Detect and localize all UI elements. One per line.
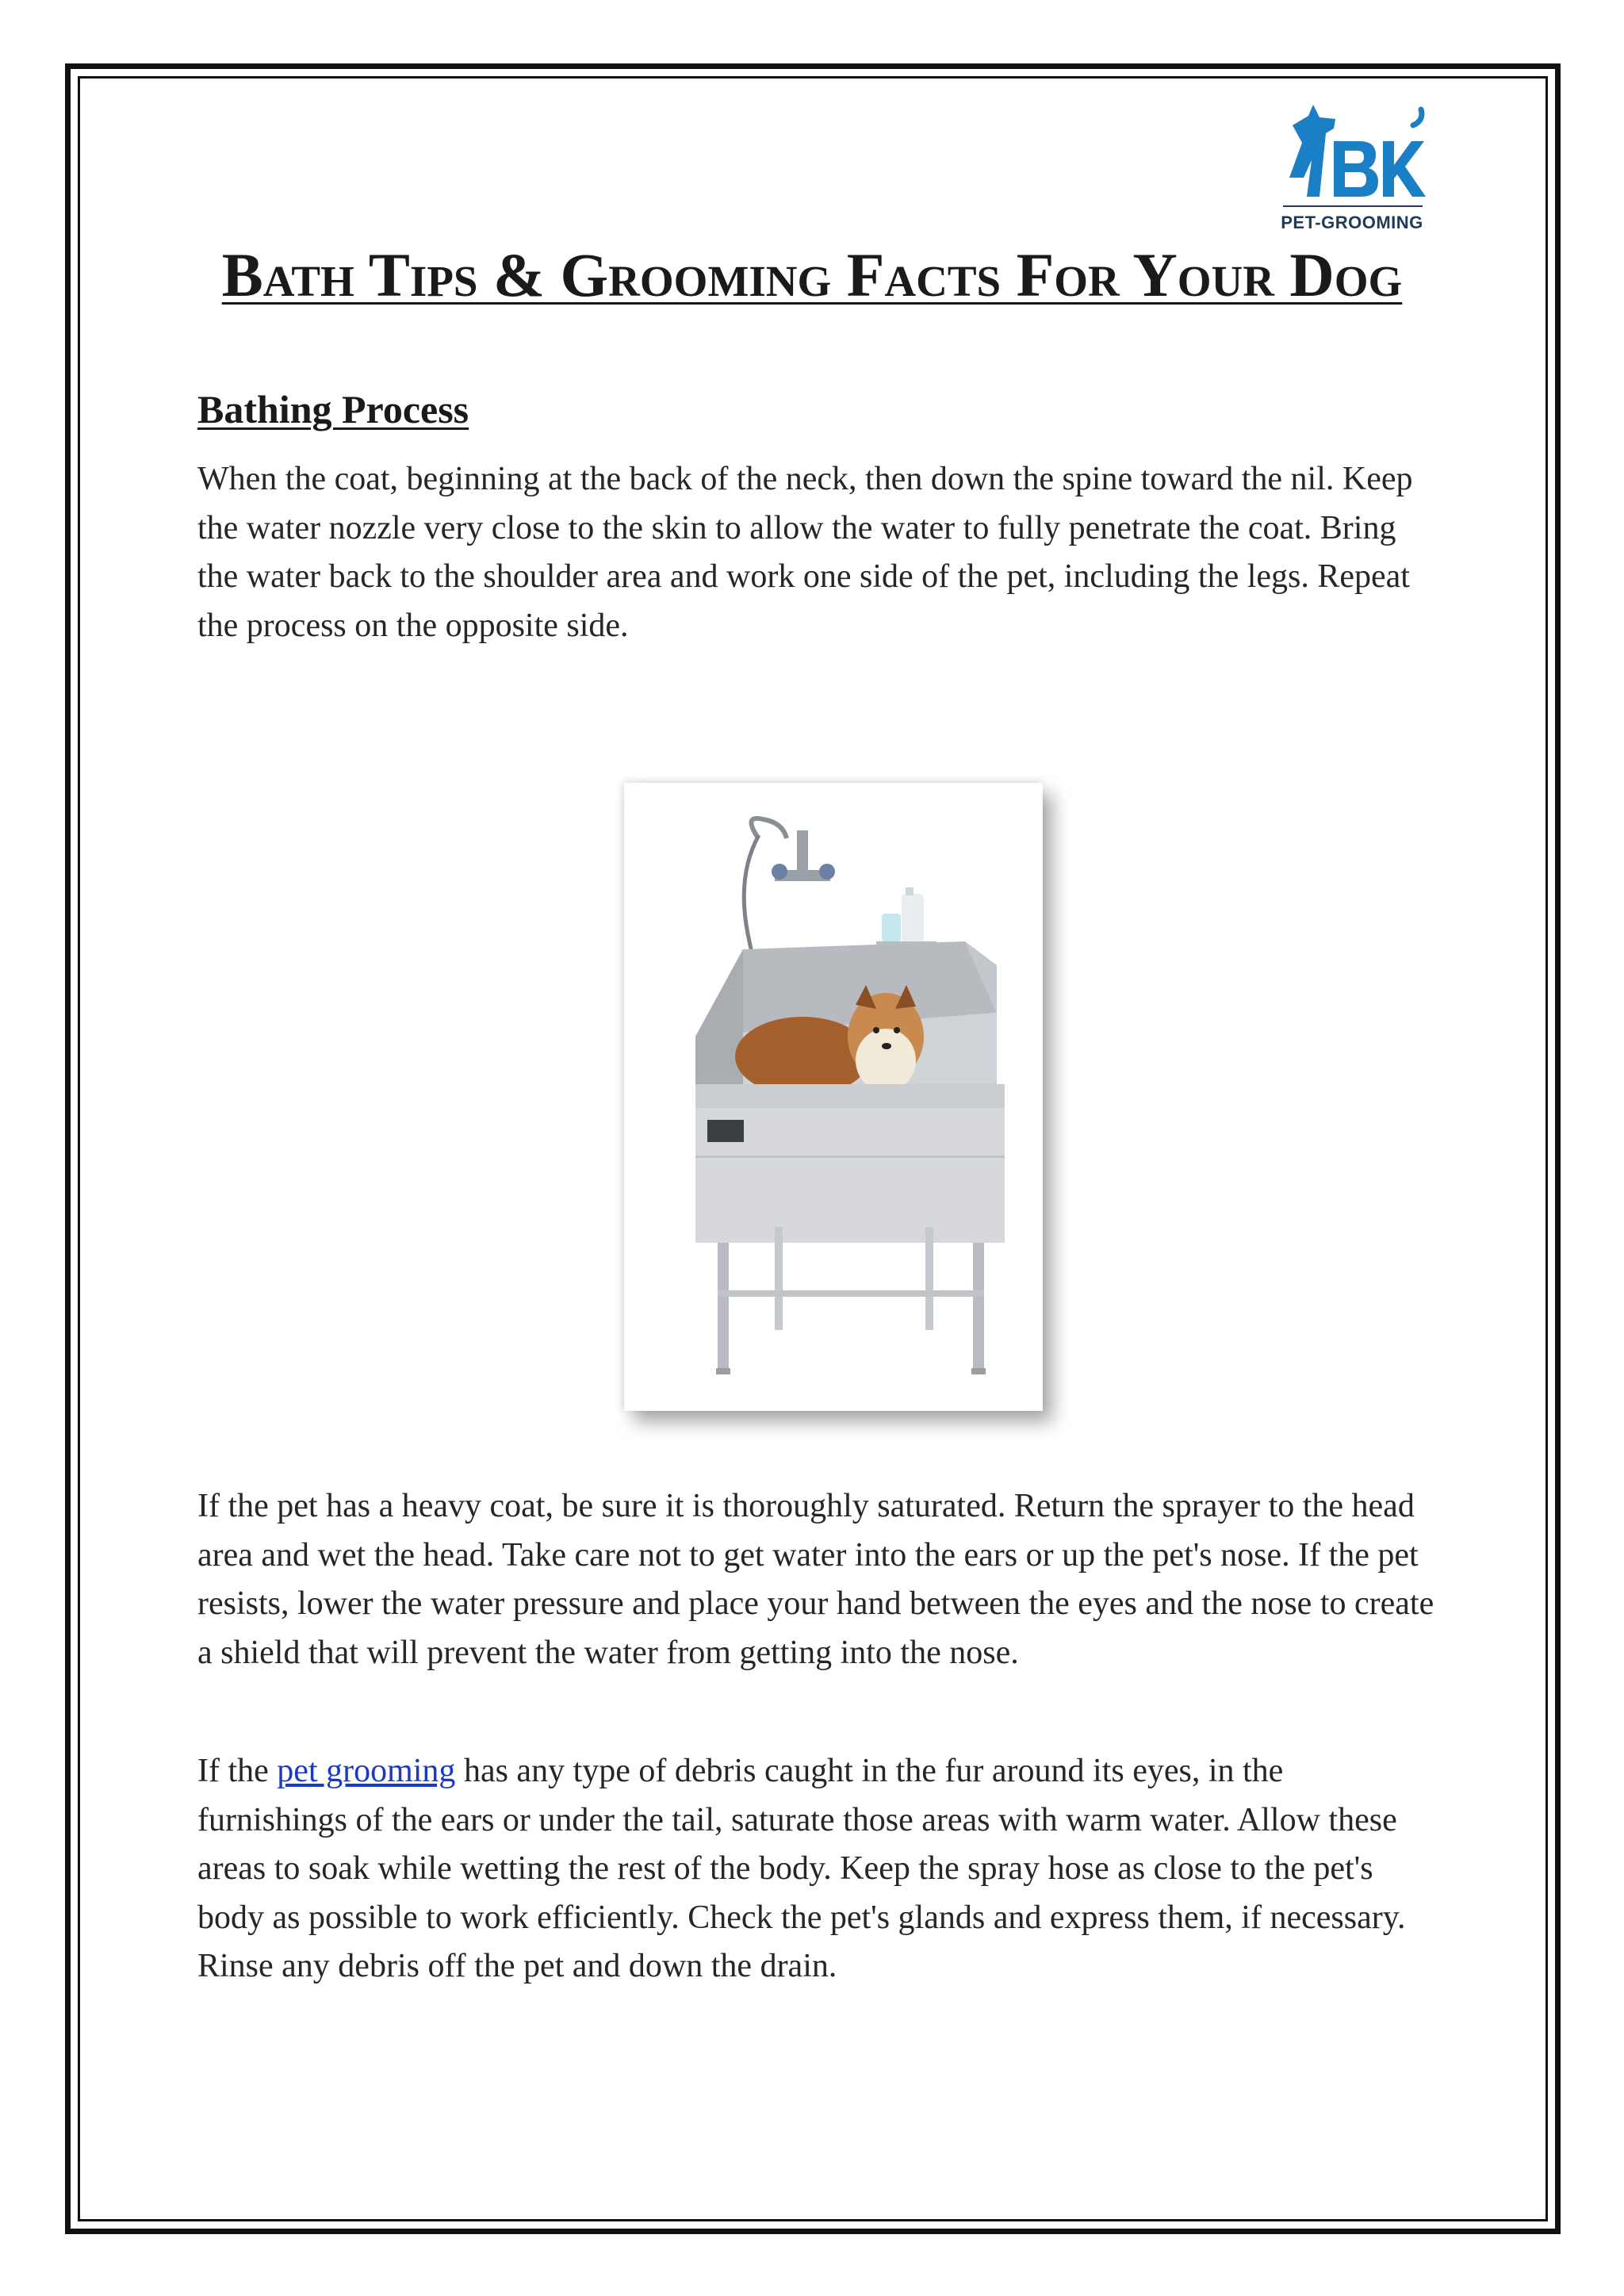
section-heading: Bathing Process: [197, 387, 469, 431]
paragraph-debris: [197, 1747, 1434, 1991]
paragraph-heavy-coat: If the pet has a heavy coat, be sure it is thoroughly saturated. Return the sprayer to the head area and wet the head. Take care not to get water into the ears or up the pet's nose. If the pet resists, lower the water pressure and place your hand between the eyes and the nose to create a shield that will prevent the water from getting into the nose.: [197, 1488, 1434, 1671]
paragraph-debris-rest: has any type of debris caught in the fur around its eyes, in the furnishings of the ears or under the tail, saturate those areas with warm water. Allow these areas to soak while wetting the rest of the body. Keep the spray hose as close to the pet's body as possible to work efficiently. Check the pet's glands and express them, if necessary. Rinse any debris off the pet and down the drain.: [197, 1753, 1406, 1984]
logo-tagline: PET-GROOMING: [1281, 213, 1423, 232]
dog-in-tub-icon: [624, 783, 1043, 1411]
pet-grooming-link[interactable]: pet grooming: [277, 1753, 456, 1789]
paragraph-debris-lead: If the: [197, 1753, 278, 1789]
page-title: Bath Tips & Grooming Facts For Your Dog: [221, 240, 1403, 309]
paragraph-bathing-process: When the coat, beginning at the back of the neck, then down the spine toward the nil. Keep the water nozzle very close to the skin to allow the water to fully penetrate the coat. Bring the water back to the shoulder area and work one side of the pet, including the legs. Repeat the process on the opposite side.: [197, 461, 1413, 644]
grooming-tub-photo: [624, 783, 1043, 1411]
